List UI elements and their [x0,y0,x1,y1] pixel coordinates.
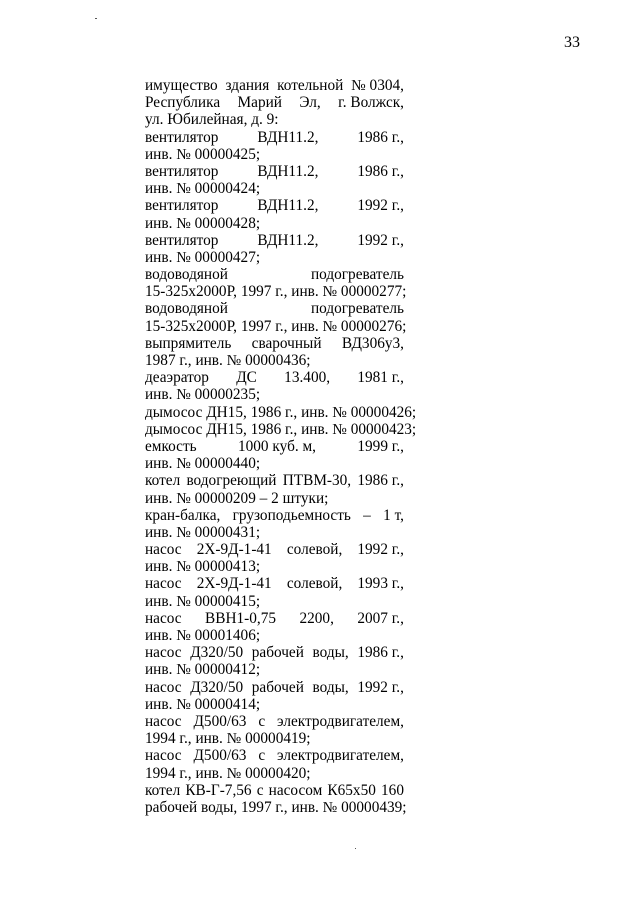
text-word: 15-325x2000Р, 1997 г., инв. № 00000277; [145,283,407,301]
text-line [145,146,404,163]
text-line [145,386,404,403]
text-word: котел [145,472,181,490]
text-word: вентилятор [145,231,219,249]
text-word: инв. № 00001406; [145,627,261,644]
text-line [145,730,404,747]
text-word: 1992 г., [357,231,404,249]
text-line [145,352,404,369]
text-word: 15-325x2000Р, 1997 г., инв. № 00000276; [145,317,407,335]
text-line [145,129,404,146]
text-line [145,627,404,644]
text-word: водогреющий [186,472,277,490]
text-line [145,163,404,180]
text-word: ПТВМ-30, [282,472,352,490]
text-word: 1987 г., инв. № 00000436; [145,352,311,369]
text-line [145,420,417,438]
text-line [145,180,404,197]
text-line [145,300,404,317]
text-line [145,335,404,352]
text-word: воды, [312,678,349,696]
text-word: ул. Юбилейная, д. 9: [145,111,279,129]
text-line [145,558,404,575]
text-word: рабочей [251,678,304,696]
text-line [145,593,404,610]
text-word: кран-балка, [145,506,221,524]
text-word: 1993 г., [357,575,404,593]
text-word: с [258,712,266,730]
text-word: инв. № 00000431; [145,523,261,541]
text-word: ВДН11.2, [257,231,319,249]
text-word: здания [225,77,270,94]
text-word: 2Х-9Д-1-41 [196,575,272,593]
text-word: с [256,781,264,799]
text-line [145,507,404,524]
text-word: 1986 г., [357,128,404,146]
text-line [145,369,404,386]
text-line [145,782,404,799]
text-word: инв. № 00000427; [145,248,261,266]
text-word: 2Х-9Д-1-41 [196,541,272,559]
text-line [145,524,404,541]
text-word: Эл, [299,94,321,112]
text-word: № 0304, [351,77,404,94]
text-line [145,438,404,455]
text-word: грузоподьемность [232,506,351,524]
text-word: 1992 г., [357,197,404,215]
text-word: ВДН11.2, [257,128,319,146]
text-line [145,610,404,627]
text-line [145,541,404,558]
text-word: водоводяной [145,266,228,284]
text-word: инв. № 00000425; [145,145,261,163]
text-word: 1992 г., [357,678,404,696]
text-word: инв. № 00000414; [145,695,261,713]
text-word: инв. № 00000412; [145,661,261,679]
text-word: 1986 г., [357,162,404,180]
text-word: солевой, [286,541,343,559]
text-word: солевой, [286,575,343,593]
text-line [145,232,404,249]
text-word: вентилятор [145,162,219,180]
text-line [145,696,404,713]
text-word: 2007 г., [357,609,404,627]
text-word: Республика [145,94,221,112]
text-word: электродвигателем, [277,712,404,730]
text-word: инв. № 00000209 – 2 штуки; [145,489,329,507]
text-word: 1999 г., [357,437,404,455]
text-line [145,111,404,128]
text-line [145,490,404,507]
text-word: подогреватель [310,300,404,318]
text-word: котельной [277,77,344,94]
text-word: вентилятор [145,197,219,215]
text-word: инв. № 00000413; [145,558,261,576]
text-word: 1986 г., [357,644,404,662]
text-word: насос [145,747,182,765]
text-word: Д500/63 [193,712,247,730]
text-word: инв. № 00000428; [145,214,261,232]
text-word: КВ-Г-7,56 [185,781,252,799]
text-line [145,403,417,421]
text-line [145,249,404,266]
text-line [145,94,404,111]
text-word: рабочей воды, 1997 г., инв. № 00000439; [145,798,407,816]
text-word: – [363,506,371,524]
text-line [145,455,404,472]
text-word: 2200, [299,609,334,627]
scan-speck [355,848,356,849]
text-line [145,283,407,301]
text-word: инв. № 00000235; [145,386,261,404]
text-line [145,765,404,782]
text-word: с [258,747,266,765]
text-line [145,197,404,214]
text-word: инв. № 00000415; [145,592,261,610]
text-word: подогреватель [310,266,404,284]
text-word: 1994 г., инв. № 00000419; [145,730,311,748]
text-word: насос [145,712,182,730]
text-word: инв. № 00000424; [145,180,261,198]
text-line [145,661,404,678]
text-word: насосом [268,781,323,799]
text-word: ВВН1-0,75 [205,609,277,627]
text-line [145,713,404,730]
text-word: К65х50 [327,781,376,799]
text-word: г. Волжск, [338,94,404,112]
text-line [145,317,407,335]
text-word: ДС [236,369,257,387]
text-line [145,575,404,592]
text-line [145,266,404,283]
text-word: 1992 г., [357,541,404,559]
text-word: ВДН11.2, [257,162,319,180]
text-word: инв. № 00000440; [145,455,261,473]
text-word: насос [145,644,182,662]
text-word: 1981 г., [357,369,404,387]
text-word: 13.400, [284,369,331,387]
text-word: насос [145,609,182,627]
document-body [145,77,417,816]
text-word: имущество [145,77,218,94]
text-word: вентилятор [145,128,219,146]
text-word: ВДН11.2, [257,197,319,215]
text-word: Д500/63 [193,747,247,765]
text-word: котел [145,781,181,799]
text-word: деаэратор [145,369,209,387]
text-word: 160 [381,781,404,799]
text-word: Д320/50 [190,678,244,696]
page-number: 33 [564,34,580,51]
text-word: сварочный [251,334,322,352]
text-line [145,679,404,696]
text-word: ВД306у3, [341,334,404,352]
text-word: насос [145,575,182,593]
text-word: 1986 г., [357,472,404,490]
text-line [145,215,404,232]
text-word: дымосос ДН15, 1986 г., инв. № 00000426; [145,403,417,421]
text-word: рабочей [251,644,304,662]
text-word: электродвигателем, [277,747,404,765]
text-word: водоводяной [145,300,228,318]
text-word: насос [145,541,182,559]
text-word: выпрямитель [145,334,232,352]
text-word: 1994 г., инв. № 00000420; [145,764,311,782]
scan-speck [95,18,97,19]
text-word: 1000 куб. м, [237,437,316,455]
text-word: насос [145,678,182,696]
text-word: емкость [145,437,197,455]
text-line [145,77,404,94]
text-word: воды, [312,644,349,662]
text-line [145,644,404,661]
text-line [145,747,404,764]
text-word: Марий [237,94,282,112]
text-word: дымосос ДН15, 1986 г., инв. № 00000423; [145,420,417,438]
text-word: 1 т, [383,506,404,524]
text-word: Д320/50 [190,644,244,662]
text-line [145,472,404,489]
text-line [145,798,407,816]
